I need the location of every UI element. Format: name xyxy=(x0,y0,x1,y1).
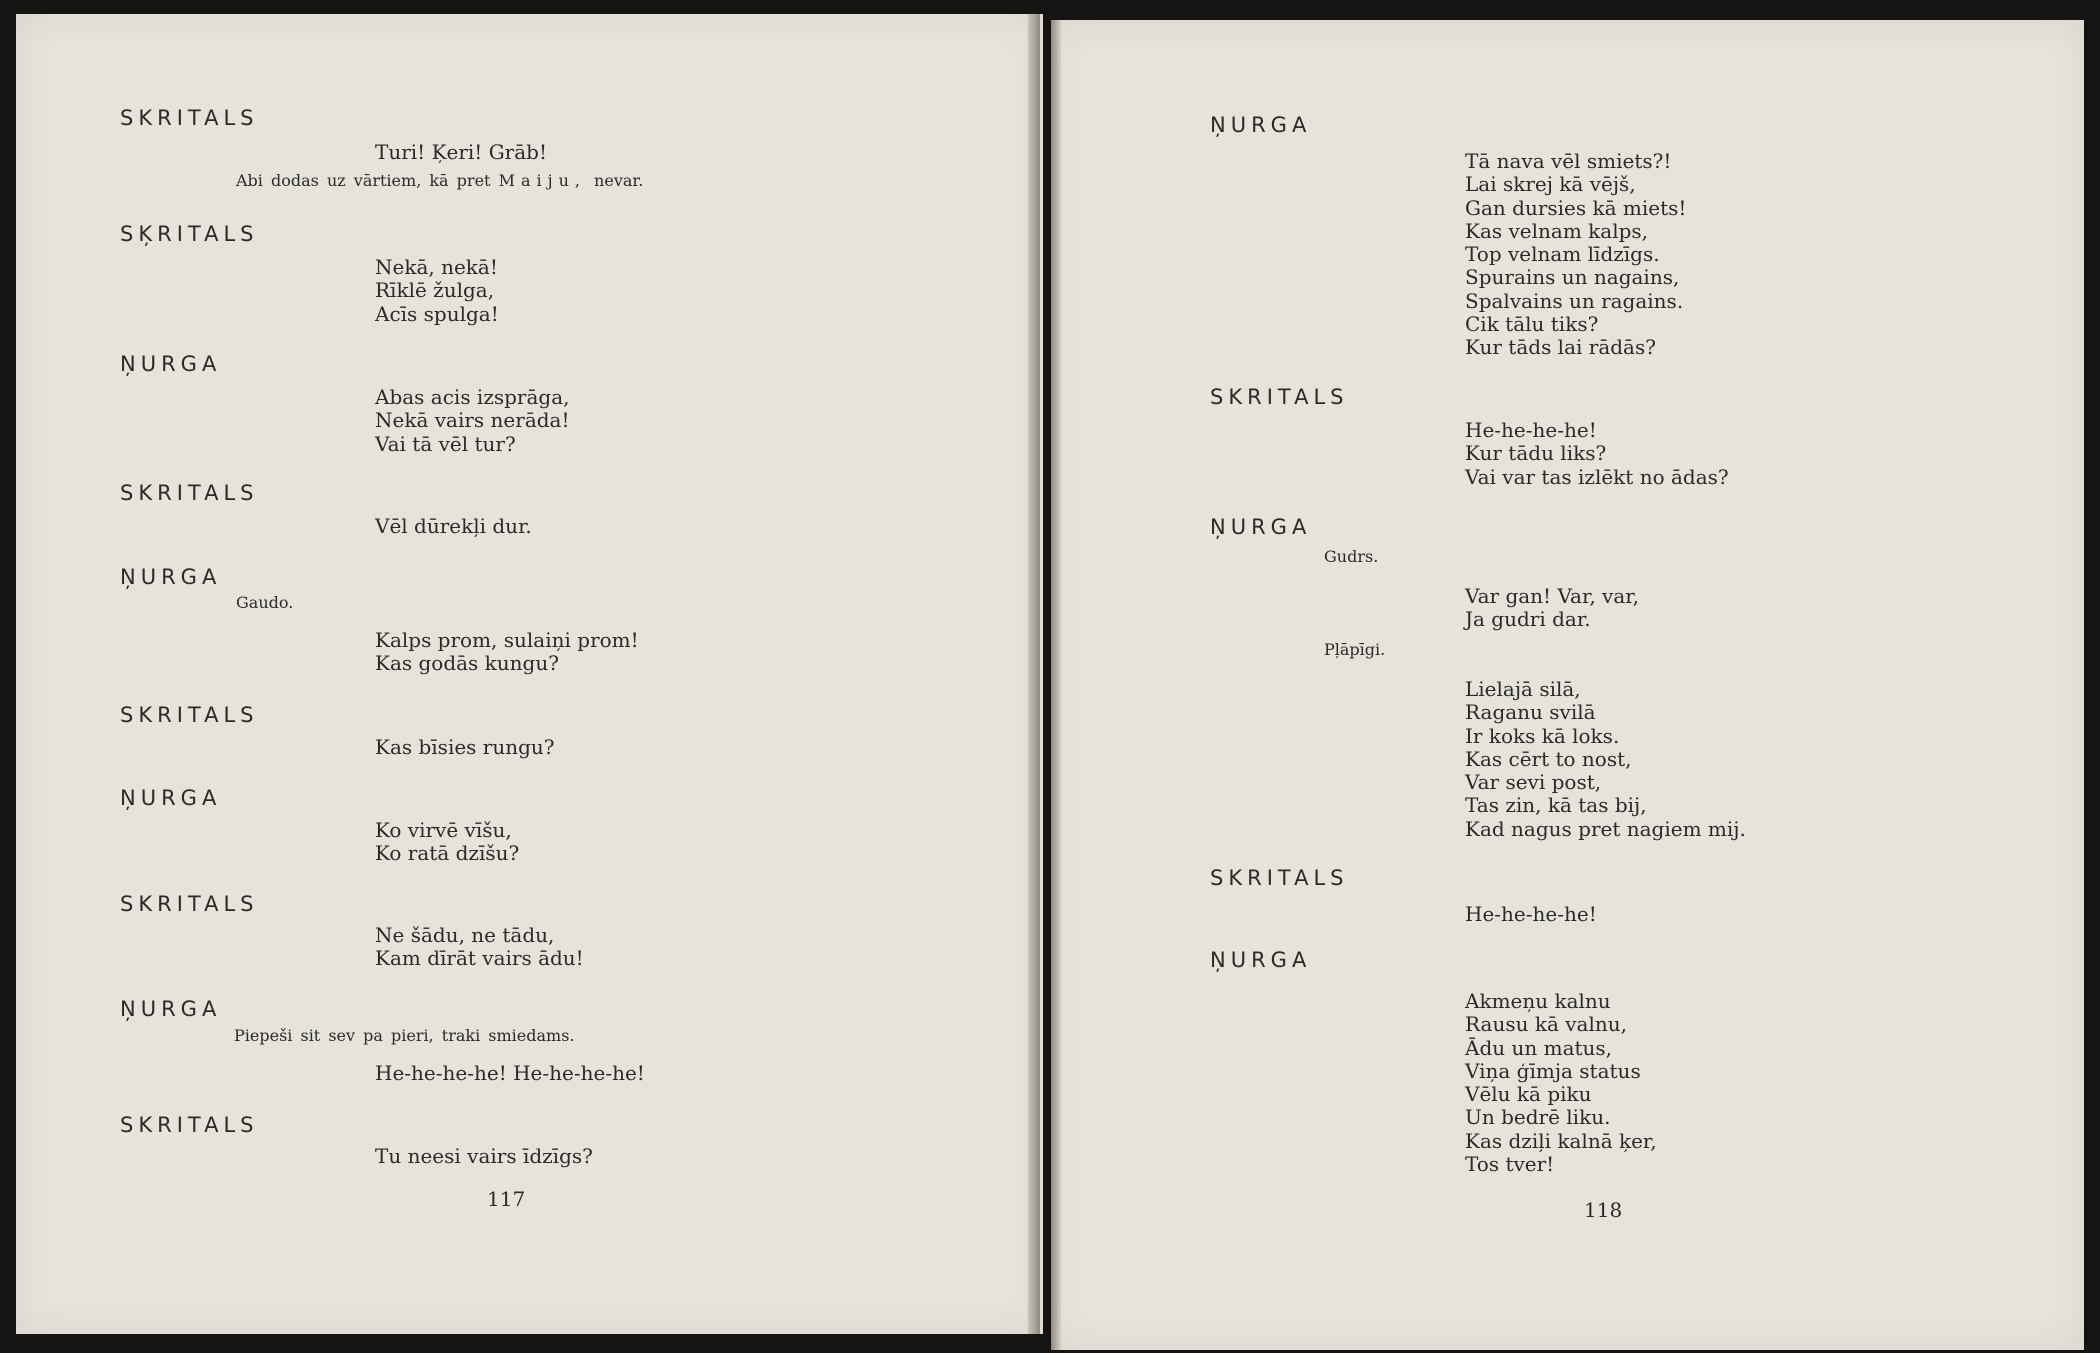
page-number: 118 xyxy=(1584,1198,1623,1222)
speaker-label: ŅURGA xyxy=(1210,948,1312,972)
verse-line: Kur tādu liks? xyxy=(1465,441,1607,466)
verse-line: Kam dīrāt vairs ādu! xyxy=(375,946,584,971)
stage-direction: Gaudo. xyxy=(236,593,294,612)
speaker-label: ŅURGA xyxy=(120,352,222,376)
verse-line: Kas godās kungu? xyxy=(375,651,559,676)
stage-direction-text: nevar. xyxy=(594,171,644,190)
verse-line: Spalvains un ragains. xyxy=(1465,288,1684,313)
verse-block xyxy=(375,1145,593,1168)
verse-block xyxy=(375,924,584,971)
verse-line: Acīs spulga! xyxy=(375,301,499,326)
verse-block xyxy=(375,515,532,538)
verse-block xyxy=(1465,903,1597,926)
stage-direction: Pļāpīgi. xyxy=(1324,640,1386,659)
verse-line: Lielajā silā, xyxy=(1465,677,1581,701)
verse-block xyxy=(375,819,519,866)
verse-block xyxy=(375,256,499,326)
verse-block xyxy=(375,1062,645,1085)
verse-line: Tu neesi vairs īdzīgs? xyxy=(375,1144,593,1168)
stage-direction-text: Abi dodas uz vārtiem, kā pret xyxy=(236,171,491,190)
stage-direction xyxy=(236,171,643,190)
verse-block xyxy=(1465,419,1729,489)
verse-line: Var gan! Var, var, xyxy=(1465,584,1640,608)
verse-line: Ne šādu, ne tādu, xyxy=(375,923,555,947)
verse-line: Nekā vairs nerāda! xyxy=(375,408,570,433)
verse-line: Lai skrej kā vējš, xyxy=(1465,172,1636,197)
verse-line: Spurains un nagains, xyxy=(1465,265,1680,290)
speaker-label: ŅURGA xyxy=(1210,113,1312,137)
speaker-label: SKRITALS xyxy=(1210,385,1349,409)
verse-block xyxy=(1465,585,1639,632)
stage-direction: Gudrs. xyxy=(1324,547,1379,566)
verse-line: Vai tā vēl tur? xyxy=(375,431,516,456)
verse-line: He-he-he-he! He-he-he-he! xyxy=(375,1061,645,1085)
left-gutter xyxy=(1028,14,1040,1334)
verse-line: Vai var tas izlēkt no ādas? xyxy=(1465,464,1729,489)
verse-line: Rīklē žulga, xyxy=(375,278,495,303)
verse-line: Tos tver! xyxy=(1465,1152,1555,1177)
verse-line: Raganu svilā xyxy=(1465,700,1596,725)
speaker-label: SĶRITALS xyxy=(120,222,259,246)
verse-line: Ko ratā dzīšu? xyxy=(375,841,520,866)
speaker-label: ŅURGA xyxy=(120,786,222,810)
verse-line: Kas bīsies rungu? xyxy=(375,735,555,759)
verse-line: Ir koks kā loks. xyxy=(1465,723,1620,748)
verse-line: Var sevi post, xyxy=(1465,770,1602,795)
speaker-label: ŅURGA xyxy=(120,997,222,1021)
verse-line: Ādu un matus, xyxy=(1465,1035,1613,1060)
verse-block xyxy=(1465,990,1657,1176)
speaker-label: SKRITALS xyxy=(120,703,259,727)
stage-direction: Piepeši sit sev pa pieri, traki smiedams. xyxy=(234,1026,575,1045)
verse-line: Akmeņu kalnu xyxy=(1465,989,1611,1013)
page-number: 117 xyxy=(487,1187,526,1211)
verse-line: Kalps prom, sulaiņi prom! xyxy=(375,628,639,652)
right-gutter xyxy=(1051,20,1061,1350)
verse-line: Ko virvē vīšu, xyxy=(375,818,512,842)
verse-line: Turi! Ķeri! Grāb! xyxy=(375,140,548,164)
verse-line: He-he-he-he! xyxy=(1465,418,1597,442)
verse-block xyxy=(1465,150,1686,360)
verse-block xyxy=(375,141,547,164)
verse-block xyxy=(375,736,555,759)
speaker-label: SKRITALS xyxy=(120,1113,259,1137)
speaker-label: SKRITALS xyxy=(120,106,259,130)
verse-line: Vēl dūrekļi dur. xyxy=(375,514,532,538)
verse-line: Kad nagus pret nagiem mij. xyxy=(1465,816,1746,841)
verse-line: Abas acis izsprāga, xyxy=(375,385,570,409)
speaker-label: SKRITALS xyxy=(120,892,259,916)
speaker-label: SKRITALS xyxy=(120,481,259,505)
verse-line: Kas dziļi kalnā ķer, xyxy=(1465,1128,1657,1153)
verse-line: Tas zin, kā tas bij, xyxy=(1465,793,1647,818)
verse-block xyxy=(375,629,639,676)
speaker-label: ŅURGA xyxy=(1210,515,1312,539)
verse-line: Tā nava vēl smiets?! xyxy=(1465,149,1672,173)
verse-line: Kas cērt to nost, xyxy=(1465,746,1632,771)
verse-line: Cik tālu tiks? xyxy=(1465,312,1599,337)
verse-line: Ja gudri dar. xyxy=(1465,607,1591,632)
verse-line: Kas velnam kalps, xyxy=(1465,218,1649,243)
speaker-label: ŅURGA xyxy=(120,565,222,589)
verse-line: Rausu kā valnu, xyxy=(1465,1012,1627,1037)
verse-block xyxy=(375,386,570,456)
verse-line: Un bedrē liku. xyxy=(1465,1105,1611,1130)
verse-line: He-he-he-he! xyxy=(1465,902,1597,926)
verse-line: Vēlu kā piku xyxy=(1465,1082,1592,1107)
verse-line: Viņa ģīmja status xyxy=(1465,1058,1641,1083)
character-name: Maiju, xyxy=(498,171,586,190)
verse-line: Nekā, nekā! xyxy=(375,255,498,279)
verse-line: Gan dursies kā miets! xyxy=(1465,195,1687,220)
speaker-label: SKRITALS xyxy=(1210,866,1349,890)
verse-line: Kur tāds lai rādās? xyxy=(1465,335,1656,360)
verse-block xyxy=(1465,678,1746,841)
verse-line: Top velnam līdzīgs. xyxy=(1465,242,1660,267)
